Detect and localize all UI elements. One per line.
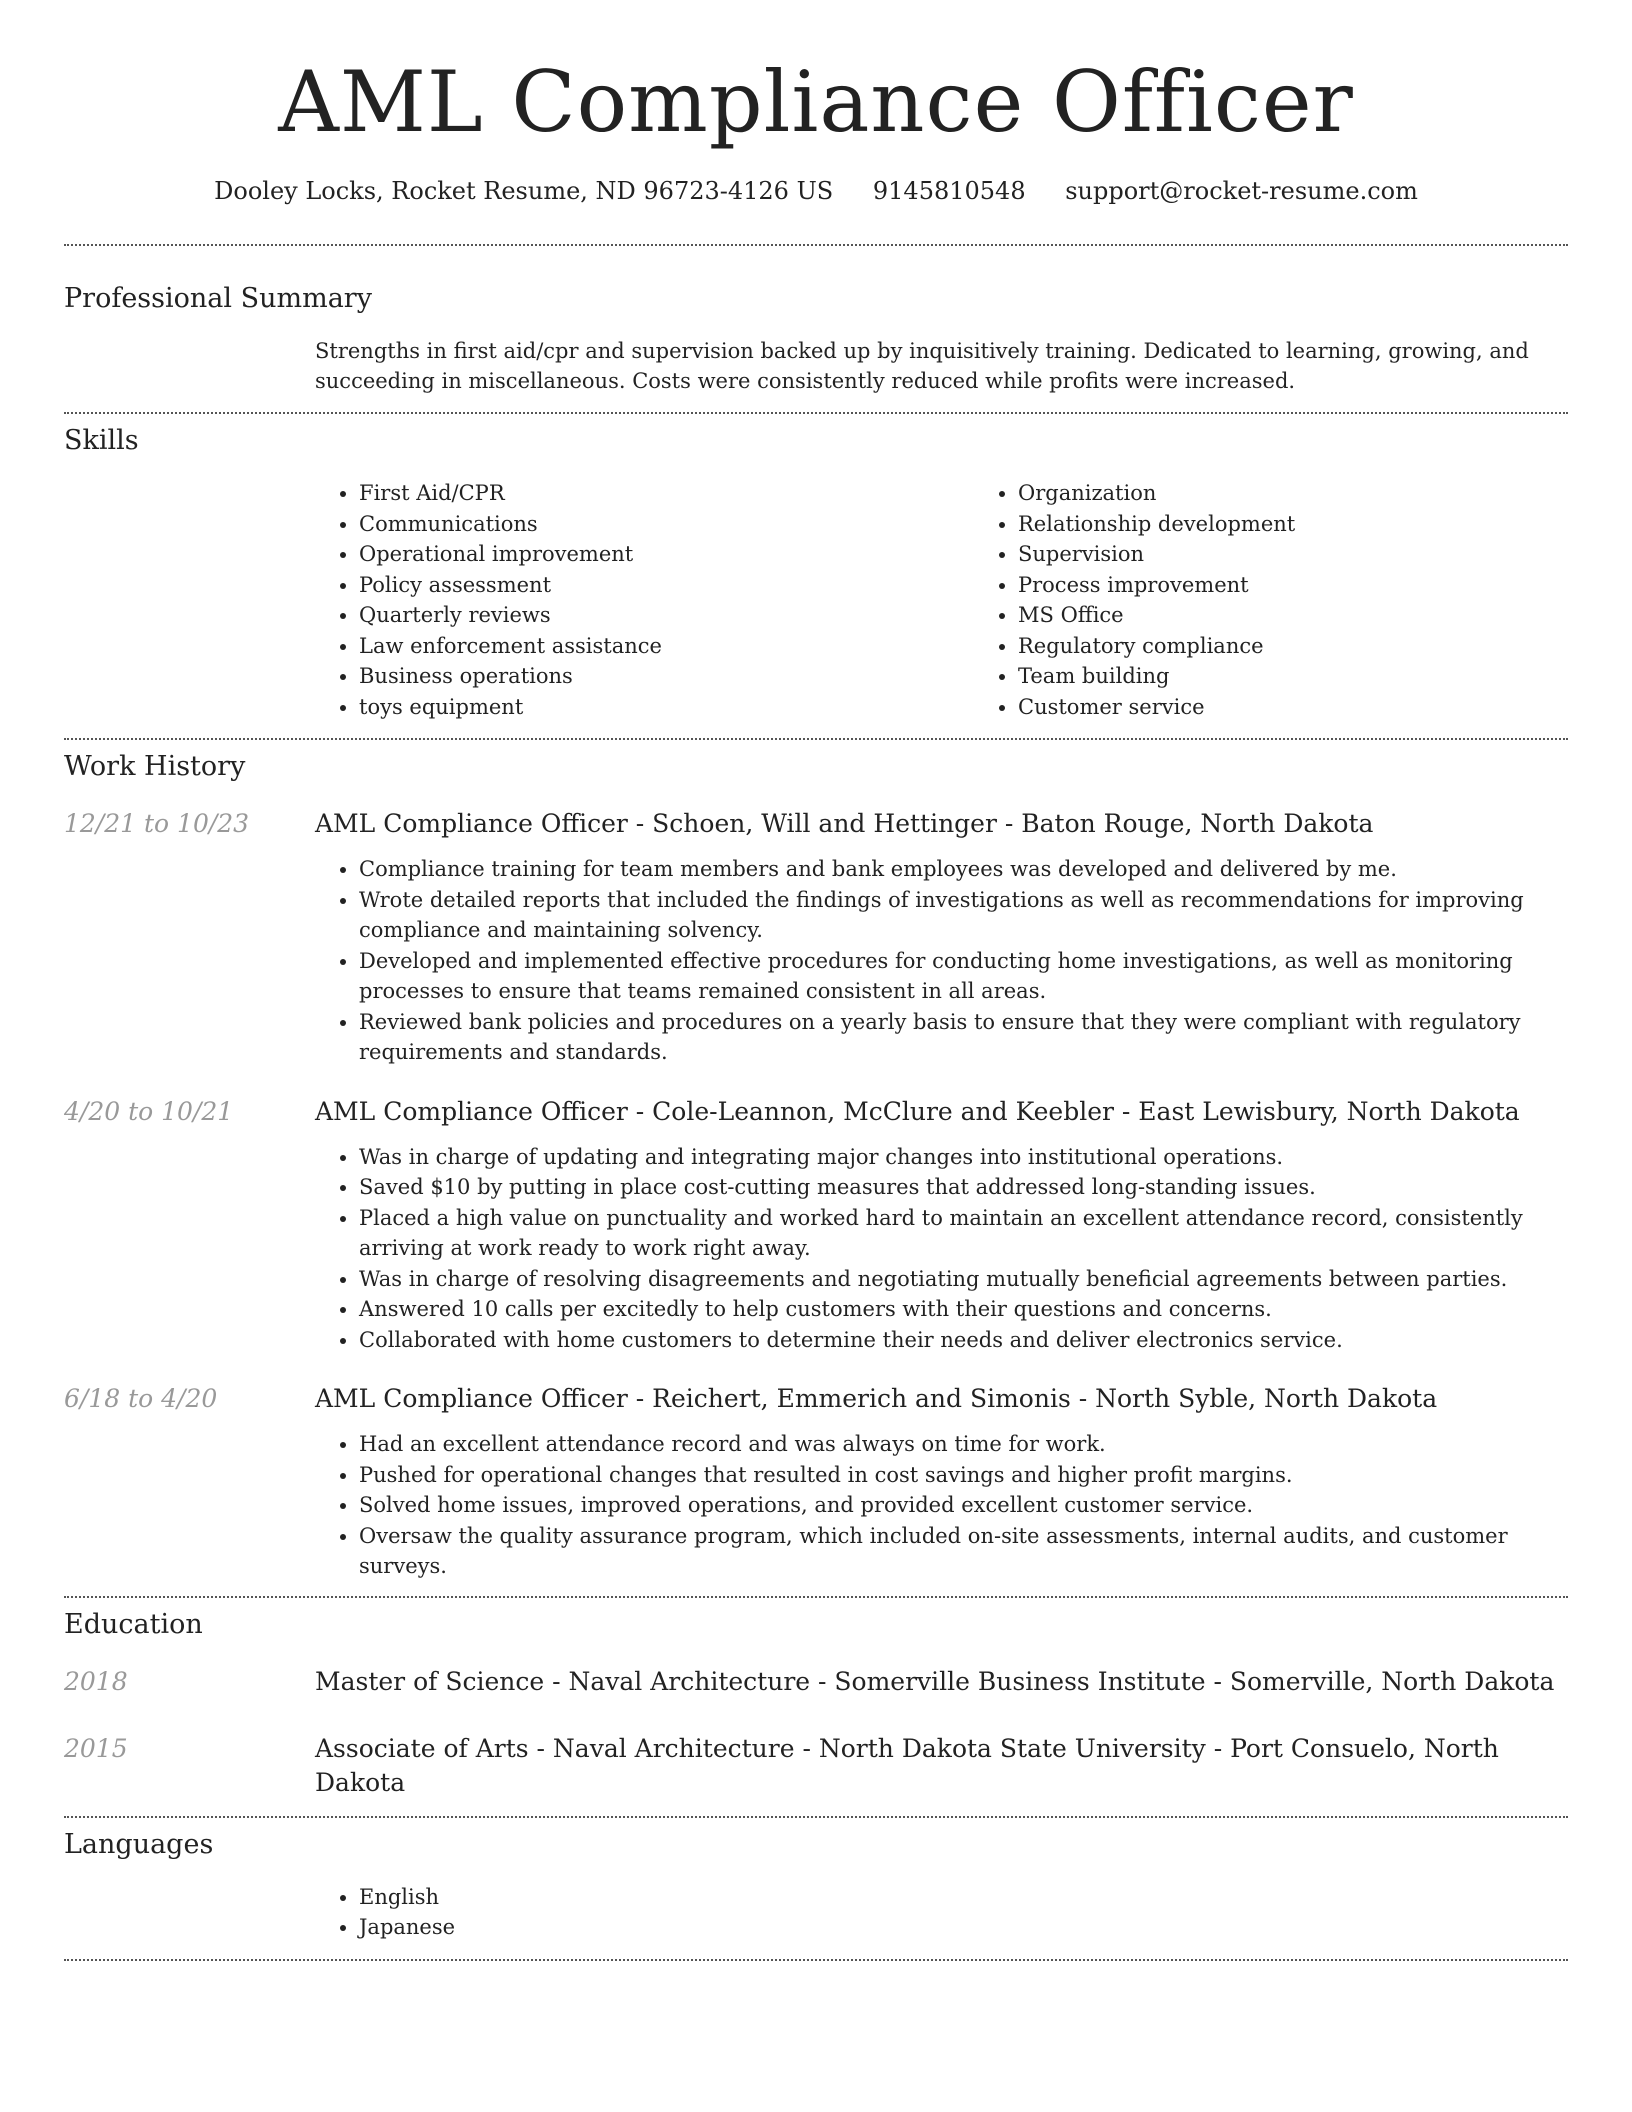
- section-title-summary: Professional Summary: [64, 283, 372, 314]
- job-entry: [64, 1095, 1568, 1356]
- job-heading: AML Compliance Officer - Reichert, Emmerich and Simonis - North Syble, North Dakota: [315, 1384, 1438, 1413]
- skill-item: • Business operations: [359, 661, 974, 692]
- job-bullet: • Pushed for operational changes that resulted in cost savings and higher profit margins.: [359, 1460, 1568, 1491]
- skill-item: • Process improvement: [1018, 570, 1632, 601]
- skill-item: • Customer service: [1018, 692, 1632, 723]
- skill-item: • MS Office: [1018, 600, 1632, 631]
- skill-item: • toys equipment: [359, 692, 974, 723]
- education-school: - North Dakota State University - Port Consuelo, North Dakota: [315, 1733, 1499, 1797]
- job-entry: [64, 807, 1568, 1068]
- job-heading: AML Compliance Officer - Cole-Leannon, McClure and Keebler - East Lewisbury, North Dakota: [315, 1096, 1520, 1126]
- skill-item: • Regulatory compliance: [1018, 631, 1632, 662]
- education-degree: Associate of Arts - Naval Architecture: [315, 1733, 795, 1763]
- languages-list: [315, 1882, 1568, 1943]
- skill-item: • Quarterly reviews: [359, 600, 974, 631]
- job-bullet: • Reviewed bank policies and procedures on a yearly basis to ensure that they were compliant with regulatory requirements and standards.: [359, 1007, 1568, 1068]
- education-entry: [64, 1665, 1568, 1699]
- job-bullet: • Collaborated with home customers to determine their needs and deliver electronics service.: [359, 1325, 1568, 1356]
- resume-name: AML Compliance Officer: [278, 53, 1354, 151]
- skill-item: • Communications: [359, 509, 974, 540]
- skills-list-right: [974, 478, 1632, 722]
- contact-line: [0, 174, 1632, 208]
- education-entry: [64, 1732, 1568, 1800]
- skill-item: • First Aid/CPR: [359, 478, 974, 509]
- education-year: 2018: [64, 1666, 128, 1696]
- section-title-skills: Skills: [64, 425, 139, 456]
- divider: [64, 1959, 1568, 1961]
- language-item: • English: [359, 1882, 1568, 1913]
- education-school: - Somerville Business Institute - Somerville, North Dakota: [810, 1666, 1555, 1696]
- job-bullet: • Answered 10 calls per excitedly to help customers with their questions and concerns.: [359, 1294, 1568, 1325]
- job-heading: AML Compliance Officer - Schoen, Will and Hettinger - Baton Rouge, North Dakota: [315, 809, 1374, 838]
- job-dates: 6/18 to 4/20: [64, 1384, 218, 1413]
- skills-section: [0, 414, 1632, 722]
- skill-item: • Relationship development: [1018, 509, 1632, 540]
- job-bullet: • Oversaw the quality assurance program, which included on-site assessments, internal audits, and customer surveys.: [359, 1521, 1568, 1582]
- job-dates: 4/20 to 10/21: [64, 1096, 234, 1126]
- job-bullet: • Placed a high value on punctuality and worked hard to maintain an excellent attendance record, consistently arriving at work ready to work right away.: [359, 1203, 1568, 1264]
- job-bullet: • Saved $10 by putting in place cost-cutting measures that addressed long-standing issues.: [359, 1172, 1568, 1203]
- language-item: • Japanese: [359, 1912, 1568, 1943]
- job-bullet: • Compliance training for team members and bank employees was developed and delivered by me.: [359, 854, 1568, 885]
- section-title-work: Work History: [64, 751, 246, 782]
- contact-email: support@rocket-resume.com: [1065, 177, 1418, 205]
- job-bullet: • Developed and implemented effective procedures for conducting home investigations, as well as monitoring processes to ensure that teams remained consistent in all areas.: [359, 946, 1568, 1007]
- job-dates: 12/21 to 10/23: [64, 809, 250, 838]
- education-year: 2015: [64, 1733, 128, 1763]
- summary-text: Strengths in first aid/cpr and supervision backed up by inquisitively training. Dedicated to learning, growing, and succeeding in miscellaneous. Costs were consistently reduced while profits were increased.: [315, 339, 1529, 393]
- skill-item: • Team building: [1018, 661, 1632, 692]
- skill-item: • Law enforcement assistance: [359, 631, 974, 662]
- job-bullet: • Was in charge of resolving disagreements and negotiating mutually beneficial agreements between parties.: [359, 1264, 1568, 1295]
- work-section: [0, 740, 1632, 1582]
- contact-phone: 9145810548: [872, 177, 1026, 205]
- section-title-languages: Languages: [64, 1828, 214, 1860]
- job-bullet: • Was in charge of updating and integrating major changes into institutional operations.: [359, 1142, 1568, 1173]
- skill-item: • Policy assessment: [359, 570, 974, 601]
- job-bullets: [315, 1142, 1568, 1356]
- section-title-education: Education: [64, 1608, 203, 1640]
- job-bullets: [315, 1429, 1568, 1582]
- education-section: [0, 1598, 1632, 1800]
- job-entry: [64, 1382, 1568, 1582]
- skill-item: • Organization: [1018, 478, 1632, 509]
- contact-address: Dooley Locks, Rocket Resume, ND 96723-4126 US: [214, 177, 834, 205]
- job-bullets: [315, 854, 1568, 1068]
- job-bullet: • Solved home issues, improved operations, and provided excellent customer service.: [359, 1490, 1568, 1521]
- languages-section: [0, 1818, 1632, 1943]
- job-bullet: • Had an excellent attendance record and was always on time for work.: [359, 1429, 1568, 1460]
- skill-item: • Supervision: [1018, 539, 1632, 570]
- education-degree: Master of Science - Naval Architecture: [315, 1666, 811, 1696]
- summary-section: [0, 246, 1632, 396]
- skills-list-left: [315, 478, 974, 722]
- skill-item: • Operational improvement: [359, 539, 974, 570]
- job-bullet: • Wrote detailed reports that included the findings of investigations as well as recommendations for improving compliance and maintaining solvency.: [359, 885, 1568, 946]
